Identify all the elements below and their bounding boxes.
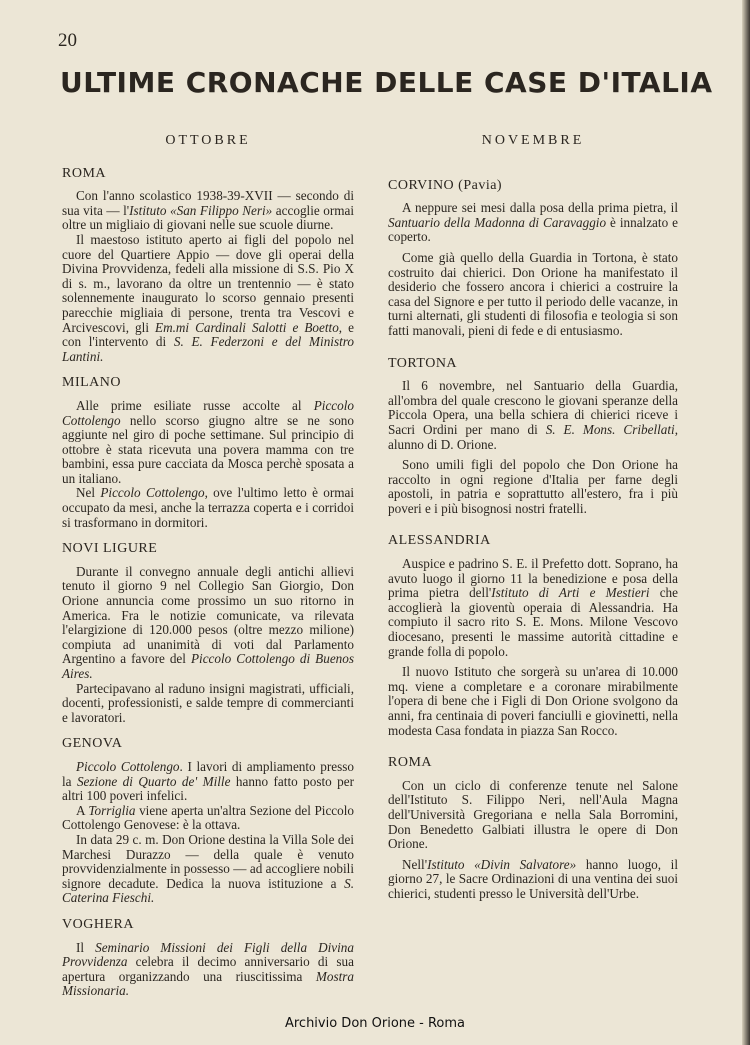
italic-text-run: Santuario della Madonna di Caravaggio <box>388 214 607 230</box>
italic-text-run: Mostra Missionaria. <box>62 968 354 999</box>
section-heading: MILANO <box>62 375 121 391</box>
italic-text-run: Sezione di Quarto de' Mille <box>76 773 231 789</box>
text-run: Con l'anno scolastico 1938-39-XVII — secondo di sua vita — l' <box>62 188 354 218</box>
section-heading: TORTONA <box>388 355 458 371</box>
left-sections <box>62 167 354 999</box>
text-run: A <box>76 802 89 818</box>
news-section-milano <box>62 376 354 530</box>
text-run: è innalzato e coperto. <box>388 214 678 245</box>
text-run: hanno luogo, il giorno 27, le Sacre Ordinazioni di una ventina dei suoi chierici, studenti presso le Università dell'Urbe. <box>388 856 678 901</box>
text-run: Il <box>76 939 96 955</box>
news-section-genova <box>62 737 354 906</box>
italic-text-run: Istituto «San Filippo Neri» <box>129 202 273 218</box>
text-run: Sono umili figli del popolo che Don Orione ha raccolto in ogni regione d'Italia per farne degli apostoli, in patria e soprattutto all'estero, fra i più poveri e i più bisognosi nostri fratelli. <box>388 457 678 516</box>
text-run: Partecipavano al raduno insigni magistrati, ufficiali, docenti, professionisti, e salde tempre di commercianti e lavoratori. <box>62 680 354 725</box>
text-run: Nel <box>76 485 101 501</box>
italic-text-run: Torriglia <box>88 802 136 818</box>
archive-footer: Archivio Don Orione - Roma <box>284 1016 466 1031</box>
section-paragraph <box>62 833 354 906</box>
text-run: Con un ciclo di conferenze tenute nel Salone dell'Istituto S. Filippo Neri, nell'Aula Magna dell'Università Gregoriana e nella Sala Borromini, Don Benedetto Galbiati illustra le opere di Don Orione. <box>388 777 678 852</box>
page-title: ULTIME CRONACHE DELLE CASE D'ITALIA <box>60 66 713 99</box>
italic-text-run: S. Caterina Fieschi. <box>62 875 354 906</box>
section-heading: ROMA <box>388 755 433 771</box>
italic-text-run: Piccolo Cottolengo <box>76 758 180 774</box>
news-section-roma <box>388 756 678 901</box>
italic-text-run: Piccolo Cottolengo <box>100 485 205 501</box>
section-paragraph <box>388 251 678 339</box>
section-paragraph <box>388 858 678 902</box>
italic-text-run: Piccolo Cottolengo di Buenos Aires. <box>62 651 355 681</box>
section-paragraph <box>388 379 678 452</box>
text-run: Durante il convegno annuale degli antichi allievi tenuto il giorno 9 nel Collegio San Giorgio, Don Orione annuncia come prossimo un suo ritorno in America. Fra le notizie comunicate, va rilevata l'elargizione di 120.000 pesos (oltre mezzo milione) compiuta ad unanimità di voti dal Parlamento Argentino a favore del <box>62 563 354 667</box>
section-paragraph <box>62 399 354 487</box>
section-paragraph <box>388 201 678 245</box>
text-run: A neppure sei mesi dalla posa della prima pietra, il <box>402 200 678 216</box>
section-paragraph <box>62 760 354 804</box>
section-heading: NOVI LIGURE <box>62 541 158 557</box>
text-run: , alunno di D. Orione. <box>388 421 678 452</box>
page-edge-shadow <box>742 0 750 1045</box>
text-run: viene aperta un'altra Sezione del Piccolo Cottolengo Genovese: è la ottava. <box>62 802 355 833</box>
page-number: 20 <box>58 30 77 51</box>
section-paragraph <box>62 941 354 999</box>
right-sections <box>388 179 678 902</box>
section-heading: VOGHERA <box>62 916 134 932</box>
text-run: Il 6 novembre, nel Santuario della Guardia, all'ombra del quale crescono le giovani speranze della Piccola Opera, una bella schiera di chierici riceve i Sacri Ordini per mano di <box>388 378 678 437</box>
text-run: che accoglierà la gioventù operaia di Alessandria. Ha compiuto il sacro rito S. E. Mons. Milone Vescovo diocesano, presenti le massime autorità cittadine e grande folla di popolo. <box>388 585 678 659</box>
section-paragraph <box>62 189 354 233</box>
text-run: Il maestoso istituto aperto ai figli del popolo nel cuore del Quartiere Appio — dove gli operai della Divina Provvidenza, fedeli alla missione di S.S. Pio X di s. m., lavorano da oltre un trentennio — è stato solennemente inaugurato lo scorso gennaio presenti parecchie migliaia di persone, trenta tra Vescovi e Arcivescovi, gli <box>62 231 354 335</box>
text-run: nello scorso giugno altre se ne sono aggiunte nel giro di poche settimane. Sul principio di ottobre è stata ricevuta una povera mamma con tre bambini, essa pure cacciata da Mosca perchè sposata a un italiano. <box>62 412 354 486</box>
month-heading-november: NOVEMBRE <box>481 133 585 148</box>
text-run: , ove l'ultimo letto è ormai occupato da mesi, anche la terrazza coperta e i corridoi si trasformano in dormitori. <box>62 485 354 530</box>
italic-text-run: Piccolo Cottolengo <box>62 397 354 428</box>
section-paragraph <box>62 233 354 364</box>
section-heading: CORVINO (Pavia) <box>388 177 503 193</box>
section-paragraph <box>62 804 354 833</box>
section-paragraph <box>388 458 678 516</box>
section-heading: GENOVA <box>62 736 123 752</box>
news-section-tortona <box>388 357 678 517</box>
text-run: Alle prime esiliate russe accolte al <box>76 397 314 413</box>
italic-text-run: Istituto «Divin Salvatore» <box>427 856 577 872</box>
text-run: . I lavori di ampliamento presso la <box>62 758 354 789</box>
left-column <box>62 130 354 1011</box>
right-column <box>388 130 678 920</box>
news-section-novi-ligure <box>62 542 354 725</box>
text-run: Il nuovo Istituto che sorgerà su un'area di 10.000 mq. viene a completare e a coronare mirabilmente l'opera di bene che i Figli di Don Orione svolgono da anni, fra centinaia di poveri fanciulli e giovinetti, nella modesta Casa fondata in piazza San Rocco. <box>388 664 678 738</box>
text-run: Nell' <box>402 856 428 872</box>
month-heading-october: OTTOBRE <box>165 133 251 148</box>
text-run: accoglie ormai oltre un migliaio di giovani nelle sue scuole diurne. <box>62 202 354 233</box>
italic-text-run: S. E. Federzoni e del Ministro Lantini. <box>62 334 354 364</box>
text-run: celebra il decimo anniversario di sua apertura organizzando una riuscitissima <box>62 954 354 984</box>
news-section-corvino-pavia <box>388 179 678 339</box>
italic-text-run: S. E. Mons. Cribellati <box>545 421 675 437</box>
section-paragraph <box>388 557 678 659</box>
section-paragraph <box>62 565 354 682</box>
italic-text-run: Em.mi Cardinali Salotti e Boetto <box>155 319 339 335</box>
news-section-voghera <box>62 918 354 999</box>
section-heading: ALESSANDRIA <box>388 533 491 549</box>
section-paragraph <box>388 779 678 852</box>
section-paragraph <box>388 665 678 738</box>
section-paragraph <box>62 682 354 726</box>
news-section-alessandria <box>388 534 678 738</box>
news-section-roma <box>62 167 354 365</box>
text-run: Auspice e padrino S. E. il Prefetto dott. Soprano, ha avuto luogo il giorno 11 la benedizione e posa della prima pietra dell' <box>388 556 678 601</box>
italic-text-run: Istituto di Arti e Mestieri <box>491 585 650 601</box>
section-paragraph <box>62 486 354 530</box>
italic-text-run: Seminario Missioni dei Figli della Divina Provvidenza <box>62 939 354 970</box>
text-run: Come già quello della Guardia in Tortona, è stato costruito dai chierici. Don Orione ha manifestato il desiderio che fossero ancora i chierici a costruire la casa del Signore e per tutto il periodo delle vacanze, in turni alternati, gli studenti di filosofia e teologia si son fatti manovali, pieni di fede e di entusiasmo. <box>388 249 678 338</box>
text-run: , e con l'intervento di <box>62 319 354 350</box>
section-heading: ROMA <box>62 165 107 181</box>
text-run: hanno fatto posto per altri 100 poveri infelici. <box>62 773 354 804</box>
text-run: In data 29 c. m. Don Orione destina la Villa Sole dei Marchesi Durazzo — della quale è venuto provvidenzialmente in possesso — ad accogliere nobili signore decadute. Dedica la nuova istituzione a <box>62 831 354 891</box>
